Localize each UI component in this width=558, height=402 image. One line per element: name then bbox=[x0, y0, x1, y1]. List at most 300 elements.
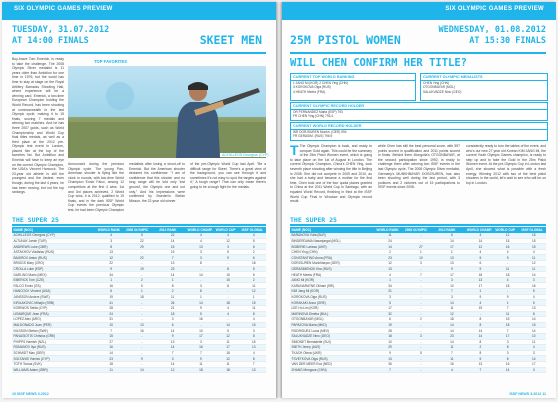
stat-cell: - bbox=[420, 345, 422, 350]
stat-cell: 3 bbox=[171, 356, 174, 361]
athlete-name-cell: NILSSON Stefan (SWE) bbox=[13, 328, 48, 333]
table-header-cell: WORLD CHAMP. bbox=[466, 228, 492, 232]
stat-cell: 8 bbox=[252, 334, 255, 339]
table-header-cell: WORLD CHAMP. bbox=[187, 228, 213, 232]
athlete-name-cell: LEMARQUE Jean (FRA) bbox=[13, 311, 49, 316]
stat-cell: 9 bbox=[200, 306, 202, 311]
stat-cell: 1 bbox=[506, 300, 509, 305]
stat-cell: 15 bbox=[531, 238, 536, 243]
stat-cell: 10 bbox=[388, 339, 392, 344]
skeet-shooter-illustration bbox=[68, 66, 266, 158]
stat-cell: - bbox=[200, 323, 202, 328]
infobox-world-ranking bbox=[290, 73, 416, 101]
athlete-name-cell: KORAKAKI Anna (GRE) bbox=[291, 300, 326, 305]
athlete-name-cell: PAPAZOVA Maria (MKD) bbox=[291, 323, 327, 328]
infobox-title: CURRENT WORLD RECORD HOLDER bbox=[291, 123, 547, 130]
stat-cell: - bbox=[420, 278, 422, 283]
stat-cell: 14 bbox=[531, 317, 536, 322]
stat-cell: - bbox=[420, 306, 422, 311]
stat-cell: - bbox=[200, 278, 202, 283]
stat-cell: 18 bbox=[505, 323, 510, 328]
right-title-rule bbox=[290, 52, 546, 54]
athlete-name-cell: SOLTANIS Yiannis (CYP) bbox=[13, 356, 50, 361]
stat-cell: 10 bbox=[450, 283, 454, 288]
stat-cell: 28 bbox=[388, 328, 392, 333]
stat-cell: 29 bbox=[388, 345, 392, 350]
top-picks-label: TOP FAVORITES bbox=[94, 59, 128, 64]
stat-cell: 12 bbox=[252, 289, 256, 294]
stat-cell: 14 bbox=[170, 362, 175, 367]
stat-cell: 6 bbox=[479, 261, 482, 266]
stat-cell: - bbox=[420, 300, 422, 305]
stat-cell: 12 bbox=[226, 356, 230, 361]
stat-cell: - bbox=[420, 238, 422, 243]
athlete-name-cell: ZHANG Mengxue (CHN) bbox=[291, 367, 327, 372]
stat-cell: - bbox=[420, 323, 422, 328]
left-article-col3: medalists after losing a shoot-off to Emerick. But the American shooter declared his confidence: "I am of confidence that this shooter and no long range will be told only 'lost ground', the Olympic one and not only." And his impressions were confirmed by Sweden's Stefan Nilsson, the 22-year old winner bbox=[129, 162, 185, 203]
drop-cap: T bbox=[290, 144, 299, 158]
stat-cell: 11 bbox=[252, 283, 256, 288]
stat-cell: 16 bbox=[531, 283, 536, 288]
stat-cell: - bbox=[141, 362, 143, 367]
stat-cell: - bbox=[420, 289, 422, 294]
table-header-cell: WORLD CUP bbox=[215, 228, 236, 232]
stat-cell: - bbox=[200, 266, 202, 271]
athlete-name-cell: CONSTANTINO Anna (FRA) bbox=[291, 255, 332, 260]
left-page bbox=[2, 2, 276, 398]
left-table-rule bbox=[12, 224, 266, 226]
stat-cell: - bbox=[141, 300, 143, 305]
left-article-col2: Announced during the previous Olympic cycle. The young Pan-American shooter is flying like the clock in rounds, with two-time World Champion Ennio Falco, among 12 competitors at the first 4 wins. 1st and 3rd places achieved, 2 World Cup wins, it is 2012, qualified to 19 finals, and in the dark ISSF World Cup events the previous Olympic test, he had been Olympic Champion bbox=[68, 162, 124, 212]
stat-cell: 6 bbox=[451, 233, 453, 238]
athlete-name-cell: TSVETKOVA Olga (RUS) bbox=[291, 356, 328, 361]
stat-cell: 11 bbox=[170, 295, 175, 299]
stat-cell: 12 bbox=[450, 311, 454, 316]
left-section-tag: SIX OLYMPIC GAMES PREVIEW bbox=[14, 6, 113, 12]
stat-cell: 3 bbox=[200, 255, 202, 260]
left-event-title: SKEET MEN bbox=[199, 33, 262, 47]
athlete-name-cell: BAGIROV Anton (RUS) bbox=[13, 255, 47, 260]
left-results-table bbox=[12, 227, 266, 373]
stat-cell: 4 bbox=[479, 300, 482, 305]
stat-cell: 9 bbox=[141, 356, 143, 361]
stat-cell: 5 bbox=[141, 283, 143, 288]
infobox-line: CHEN Ying (CHN) bbox=[423, 81, 450, 85]
stat-cell: 16 bbox=[109, 345, 113, 350]
stat-cell: 23 bbox=[450, 334, 454, 339]
stat-cell: 11 bbox=[199, 362, 203, 367]
table-header-cell: WORLD RANK bbox=[376, 228, 399, 232]
stat-cell: 18 bbox=[505, 272, 510, 277]
stat-cell: 2 bbox=[479, 345, 482, 350]
stat-cell: 14 bbox=[531, 356, 536, 361]
right-top-strip bbox=[282, 2, 556, 20]
stat-cell: - bbox=[141, 351, 143, 356]
stat-cell: 13 bbox=[170, 261, 175, 266]
table-header-cell: WORLD CUP bbox=[495, 228, 516, 232]
right-date-block bbox=[439, 25, 546, 53]
left-time: AT 14:00 FINALS bbox=[12, 36, 89, 46]
stat-cell: 1 bbox=[171, 278, 174, 283]
athlete-name-cell: DARLING Mario (MEX) bbox=[13, 272, 47, 277]
stat-cell: 7 bbox=[252, 362, 255, 367]
athlete-name-cell: ANDREWS Luke (GBR) bbox=[13, 244, 48, 249]
stat-cell: 18 bbox=[388, 334, 392, 339]
stat-cell: 14 bbox=[450, 323, 454, 328]
athlete-name-cell: SCHMIDT Max (GER) bbox=[13, 351, 45, 356]
stat-cell: 21 bbox=[170, 306, 175, 311]
athlete-name-cell: BOBERIE Larissa (UKR) bbox=[291, 244, 327, 249]
stat-cell: 15 bbox=[226, 278, 230, 283]
stat-cell: 4 bbox=[227, 311, 229, 316]
left-date-block bbox=[12, 25, 109, 53]
stat-cell: 5 bbox=[141, 233, 143, 238]
stat-cell: 4 bbox=[200, 233, 202, 238]
stat-cell: 14 bbox=[199, 272, 203, 277]
stat-cell: 7 bbox=[506, 328, 509, 333]
stat-cell: 3 bbox=[420, 334, 422, 339]
stat-cell: 27 bbox=[109, 339, 113, 344]
stat-cell: 5 bbox=[227, 250, 229, 255]
stat-cell: 22 bbox=[140, 255, 144, 260]
stat-cell: 16 bbox=[199, 317, 203, 322]
stat-cell: 14 bbox=[531, 328, 536, 333]
stat-cell: 3 bbox=[252, 328, 255, 333]
athlete-name-cell: KIRILAKOVIC Mihajlo (SRB) bbox=[13, 300, 55, 305]
left-footer: 10 ISSF NEWS 3.2012 bbox=[12, 392, 49, 396]
stat-cell: 8 bbox=[252, 311, 255, 316]
stat-cell: - bbox=[141, 261, 143, 266]
stat-cell: 9 bbox=[506, 295, 509, 299]
athlete-name-cell: LEE Ho Lim (KOR) bbox=[291, 306, 319, 311]
athlete-name-cell: CHEN Ying (CHN) bbox=[291, 250, 318, 255]
stat-cell: 13 bbox=[140, 323, 144, 328]
stat-cell: - bbox=[420, 339, 422, 344]
stat-cell: 15 bbox=[226, 272, 230, 277]
athlete-name-cell: ALTUNAY Jamie (TUR) bbox=[13, 238, 47, 243]
stat-cell: 14 bbox=[478, 334, 483, 339]
stat-cell: 13 bbox=[252, 367, 256, 372]
athlete-name-cell: VAN DER MEER Eva (NED) bbox=[291, 362, 332, 367]
stat-cell: 15 bbox=[170, 244, 175, 249]
stat-cell: 19 bbox=[140, 266, 144, 271]
stat-cell: 2 bbox=[252, 250, 255, 255]
stat-cell: 4 bbox=[252, 351, 255, 356]
stat-cell: - bbox=[420, 328, 422, 333]
stat-cell: - bbox=[227, 261, 229, 266]
stat-cell: 34 bbox=[109, 272, 113, 277]
stat-cell: 3 bbox=[506, 351, 509, 356]
athlete-name-cell: KARUNARATNE Dilhani (SRI) bbox=[291, 283, 335, 288]
athlete-name-cell: JANG Mi (KOR) bbox=[291, 278, 315, 283]
stat-cell: 1 bbox=[252, 295, 255, 299]
athlete-photo bbox=[68, 66, 266, 158]
stat-cell: 14 bbox=[226, 323, 230, 328]
stat-cell: 4 bbox=[227, 306, 229, 311]
stat-cell: 17 bbox=[450, 244, 454, 249]
left-top-strip bbox=[2, 2, 276, 20]
stat-cell: 32 bbox=[388, 311, 392, 316]
left-title-rule bbox=[12, 52, 266, 54]
right-article-col1-text: The Olympic Champion is back, and ready to conquer Gold again. This could be the summary of the 25m Pistol Women event, which is going to take place on the 1st of August in London. The current Olympic Champion, China's CHEN Ying, took seventh place shooting after winning the title in Beijing in 2008. She did not compete in 2009 and 2010, as she had a baby and became a mother for the first time. Chen took one of the four quota places granted to China at the 2011 World Cup in Santiago, with an equaled World Record, finishing in third at the ISSF World Cup Final in Wroclaw and Olympic record result. bbox=[290, 144, 372, 204]
stat-cell: 3 bbox=[532, 278, 535, 283]
stat-cell: 18 bbox=[450, 317, 454, 322]
stat-cell: 11 bbox=[226, 362, 230, 367]
stat-cell: 18 bbox=[140, 295, 144, 299]
athlete-name-cell: PANAGIOTIS Christos (GRE) bbox=[13, 334, 56, 339]
table-header-cell: ISSF GLOBAL bbox=[521, 228, 543, 232]
stat-cell: 24 bbox=[388, 238, 392, 243]
stat-cell: 5 bbox=[252, 266, 255, 271]
left-table-title: THE SUPER 25 bbox=[12, 216, 59, 224]
stat-cell: 5 bbox=[200, 311, 202, 316]
stat-cell: 3 bbox=[200, 339, 202, 344]
stat-cell: 14 bbox=[450, 238, 454, 243]
stat-cell: 12 bbox=[226, 238, 230, 243]
stat-cell: 16 bbox=[505, 244, 510, 249]
stat-cell: 9 bbox=[451, 266, 453, 271]
table-row bbox=[290, 368, 546, 374]
stat-cell: 1 bbox=[420, 250, 422, 255]
stat-cell: 14 bbox=[170, 272, 175, 277]
stat-cell: - bbox=[420, 233, 422, 238]
stat-cell: 27 bbox=[419, 244, 423, 249]
infobox-olympic-record bbox=[290, 102, 548, 121]
infobox-title: CURRENT OLYMPIC MEDALISTS bbox=[421, 74, 547, 81]
athlete-name-cell: HANCOCK Vincent (USA) bbox=[13, 289, 51, 294]
stat-cell: 2 bbox=[141, 278, 143, 283]
stat-cell: 4 bbox=[532, 250, 535, 255]
stat-cell: 13 bbox=[450, 261, 454, 266]
stat-cell: 9 bbox=[479, 266, 482, 271]
stat-cell: 18 bbox=[226, 351, 230, 356]
stat-cell: 14 bbox=[170, 345, 175, 350]
athlete-name-cell: KORIWOS Stella (CYP) bbox=[13, 306, 48, 311]
stat-cell: 3 bbox=[200, 283, 202, 288]
stat-cell: 8 bbox=[506, 356, 509, 361]
stat-cell: 2 bbox=[252, 278, 255, 283]
stat-cell: 13 bbox=[478, 278, 483, 283]
stat-cell: 34 bbox=[388, 283, 392, 288]
stat-cell: 15 bbox=[109, 334, 113, 339]
stat-cell: 6 bbox=[252, 255, 255, 260]
stat-cell: 7 bbox=[451, 351, 453, 356]
stat-cell: 28 bbox=[109, 306, 113, 311]
stat-cell: 7 bbox=[110, 328, 113, 333]
stat-cell: 8 bbox=[479, 323, 482, 328]
stat-cell: 12 bbox=[170, 367, 175, 372]
stat-cell: 17 bbox=[226, 345, 230, 350]
athlete-name-cell: JANSSON Anders (SWE) bbox=[13, 295, 50, 299]
stat-cell: 7 bbox=[479, 367, 482, 372]
stat-cell: 1 bbox=[389, 278, 391, 283]
stat-cell: 4 bbox=[532, 345, 535, 350]
stat-cell: 14 bbox=[450, 300, 454, 305]
stat-cell: 15 bbox=[531, 244, 536, 249]
stat-cell: 11 bbox=[109, 367, 113, 372]
table-header-cell: 2008 OLYMPIC bbox=[126, 228, 149, 232]
infobox-line: FR CHEN Ying (CHN) 793.4 bbox=[293, 114, 334, 119]
athlete-name-cell: GERASIMENOK Kira (RUS) bbox=[291, 266, 332, 271]
stat-cell: 4 bbox=[451, 367, 453, 372]
stat-cell: 7 bbox=[451, 289, 453, 294]
athlete-name-cell: RODRIGUEZ Lucia (MEX) bbox=[291, 328, 330, 333]
stat-cell: 11 bbox=[226, 339, 230, 344]
stat-cell: 2 bbox=[389, 250, 391, 255]
stat-cell: - bbox=[141, 311, 143, 316]
right-article-col3: consistently ready to turn the tables of the event, and who's our new 27 year old Korean KIM JANG MI, the current Youth Olympic Games champion, is ready to step up and to take the Gold in the 25m Pistol Women event. At the pre-Olympic Cup in London last April, she showed what is possible with a fresh energy. Winning 2012 with two of the best pistol shooters in the world, let's wait to see who will be on top in London. bbox=[466, 144, 546, 185]
stat-cell: 12 bbox=[226, 334, 230, 339]
stat-cell: 17 bbox=[478, 283, 483, 288]
stat-cell: 1 bbox=[200, 295, 202, 299]
stat-cell: 14 bbox=[388, 244, 392, 249]
stat-cell: 9 bbox=[506, 255, 509, 260]
stat-cell: 16 bbox=[199, 345, 203, 350]
stat-cell: 5 bbox=[479, 356, 482, 361]
stat-cell: 18 bbox=[226, 367, 230, 372]
stat-cell: 14 bbox=[450, 328, 454, 333]
stat-cell: 8 bbox=[110, 244, 113, 249]
stat-cell: 11 bbox=[450, 356, 454, 361]
stat-cell: 6 bbox=[252, 244, 255, 249]
stat-cell: - bbox=[420, 266, 422, 271]
stat-cell: 3 bbox=[451, 278, 453, 283]
athlete-name-cell: SIMONET Bernadette (SUI) bbox=[291, 339, 331, 344]
stat-cell: - bbox=[227, 295, 229, 299]
stat-cell: 3 bbox=[506, 339, 509, 344]
right-page bbox=[282, 2, 556, 398]
stat-cell: 8 bbox=[479, 339, 482, 344]
stat-cell: 4 bbox=[389, 272, 391, 277]
table-header-cell: 2008 OLYMPIC bbox=[404, 228, 428, 232]
infobox-world-record bbox=[290, 122, 548, 141]
athlete-name-cell: OTGONBAYAR (MGL) bbox=[291, 317, 324, 322]
stat-cell: 7 bbox=[420, 272, 422, 277]
athlete-name-cell: WILLIAMS Adam (GBR) bbox=[13, 367, 48, 372]
right-date: WEDNESDAY, 01.08.2012 bbox=[438, 25, 546, 35]
left-date: TUESDAY, 31.07.2012 bbox=[12, 25, 110, 35]
stat-cell: 2 bbox=[171, 289, 174, 294]
table-row bbox=[12, 368, 266, 374]
stat-cell: 8 bbox=[532, 311, 535, 316]
stat-cell: 11 bbox=[252, 306, 256, 311]
table-header-cell: ISSF GLOBAL bbox=[241, 228, 264, 232]
stat-cell: - bbox=[420, 295, 422, 299]
stat-cell: 16 bbox=[450, 362, 454, 367]
stat-cell: 36 bbox=[388, 362, 392, 367]
stat-cell: 18 bbox=[478, 272, 483, 277]
stat-cell: 31 bbox=[109, 317, 113, 322]
right-article-col1 bbox=[290, 144, 372, 212]
right-section-tag: SIX OLYMPIC GAMES PREVIEW bbox=[445, 6, 544, 12]
athlete-name-cell: ROMANOV Ilya (RUS) bbox=[13, 345, 46, 350]
stat-cell: 13 bbox=[478, 362, 483, 367]
athlete-name-cell: HEATH Meeta (FRA) bbox=[291, 272, 322, 277]
stat-cell: 18 bbox=[252, 261, 256, 266]
athlete-name-cell: PHIPPS Hamish (NZL) bbox=[13, 339, 46, 344]
stat-cell: 1 bbox=[479, 289, 482, 294]
stat-cell: 8 bbox=[479, 317, 482, 322]
stat-cell: 4 bbox=[252, 233, 255, 238]
stat-cell: 11 bbox=[532, 255, 536, 260]
stat-cell: 19 bbox=[109, 295, 113, 299]
stat-cell: 11 bbox=[532, 339, 536, 344]
stat-cell: - bbox=[507, 289, 509, 294]
stat-cell: 22 bbox=[170, 233, 175, 238]
stat-cell: 6 bbox=[171, 323, 174, 328]
stat-cell: 3 bbox=[479, 233, 482, 238]
stat-cell: 3 bbox=[171, 317, 174, 322]
stat-cell: 16 bbox=[505, 362, 510, 367]
stat-cell: 12 bbox=[109, 255, 113, 260]
infobox-line: FR GERASIM. (RUS) 796.9 bbox=[293, 134, 333, 139]
stat-cell: 15 bbox=[505, 317, 510, 322]
athlete-name-cell: TOTH Tomas (SVK) bbox=[13, 362, 42, 367]
stat-cell: 4 bbox=[200, 238, 202, 243]
stat-cell: - bbox=[141, 334, 143, 339]
stat-cell: 18 bbox=[226, 300, 230, 305]
stat-cell: 21 bbox=[388, 289, 392, 294]
stat-cell: 12 bbox=[505, 233, 510, 238]
stat-cell: 13 bbox=[199, 244, 203, 249]
stat-cell: 9 bbox=[227, 255, 229, 260]
stat-cell: 8 bbox=[227, 266, 229, 271]
stat-cell: 19 bbox=[478, 306, 483, 311]
stat-cell: 11 bbox=[506, 311, 510, 316]
stat-cell: 5 bbox=[227, 328, 229, 333]
infobox-line: SALUKVADZE Nino (GEO) bbox=[423, 89, 462, 94]
athlete-name-cell: FALCO Ennio (ITA) bbox=[13, 283, 41, 288]
stat-cell: 5 bbox=[420, 351, 422, 356]
stat-cell: 17 bbox=[450, 272, 454, 277]
stat-cell: 17 bbox=[531, 362, 536, 367]
stat-cell: - bbox=[141, 250, 143, 255]
stat-cell: 3 bbox=[420, 261, 422, 266]
stat-cell: - bbox=[227, 317, 229, 322]
stat-cell: 26 bbox=[170, 300, 175, 305]
stat-cell: 3 bbox=[451, 295, 453, 299]
stat-cell: 15 bbox=[531, 323, 536, 328]
stat-cell: 6 bbox=[110, 289, 113, 294]
stat-cell: 13 bbox=[531, 306, 536, 311]
stat-cell: 7 bbox=[389, 367, 391, 372]
stat-cell: 14 bbox=[109, 351, 113, 356]
infobox-line: OTGONBAYAR (MGL) bbox=[423, 85, 455, 90]
right-table-rule bbox=[290, 224, 546, 226]
right-article-col2: while Chen has still the best personal score, with 597 points scored in qualification and 2011 points scored in finals. Behind them Mongolia's OTGONBAYAR, at the second participation since 1992, is ready to challenge them after winning two ISSF events in the last Olympic cycle. The 2008 Olympic Silver medalist, Germany's MUNKHBAYAR DORJSUREN, has also been shooting well during the last period, with 3 podiums and 2 victories out of 15 participations to ISSF events since 2008. bbox=[378, 144, 460, 190]
stat-cell: 10 bbox=[419, 255, 423, 260]
athlete-name-cell: ASTAKHOV Vladislav (RUS) bbox=[13, 250, 55, 255]
stat-cell: 15 bbox=[252, 300, 256, 305]
stat-cell: 5 bbox=[479, 255, 482, 260]
stat-cell: 14 bbox=[478, 328, 483, 333]
stat-cell: 22 bbox=[109, 261, 113, 266]
stat-cell: 17 bbox=[199, 334, 203, 339]
stat-cell: - bbox=[479, 311, 481, 316]
stat-cell: 23 bbox=[109, 356, 113, 361]
stat-cell: 5 bbox=[532, 300, 535, 305]
right-results-table bbox=[290, 227, 546, 373]
stat-cell: - bbox=[141, 272, 143, 277]
stat-cell: 3 bbox=[110, 238, 113, 243]
athlete-name-cell: KIM Jang Mi (KOR) bbox=[291, 289, 320, 294]
stat-cell: 23 bbox=[388, 255, 392, 260]
athlete-name-cell: KOROKOVA Olga (RUS) bbox=[291, 295, 327, 299]
article-headline: WILL CHEN CONFIRM HER TITLE? bbox=[290, 57, 468, 69]
stat-cell: 11 bbox=[532, 266, 536, 271]
stat-cell: 14 bbox=[450, 339, 454, 344]
stat-cell: 8 bbox=[200, 261, 202, 266]
